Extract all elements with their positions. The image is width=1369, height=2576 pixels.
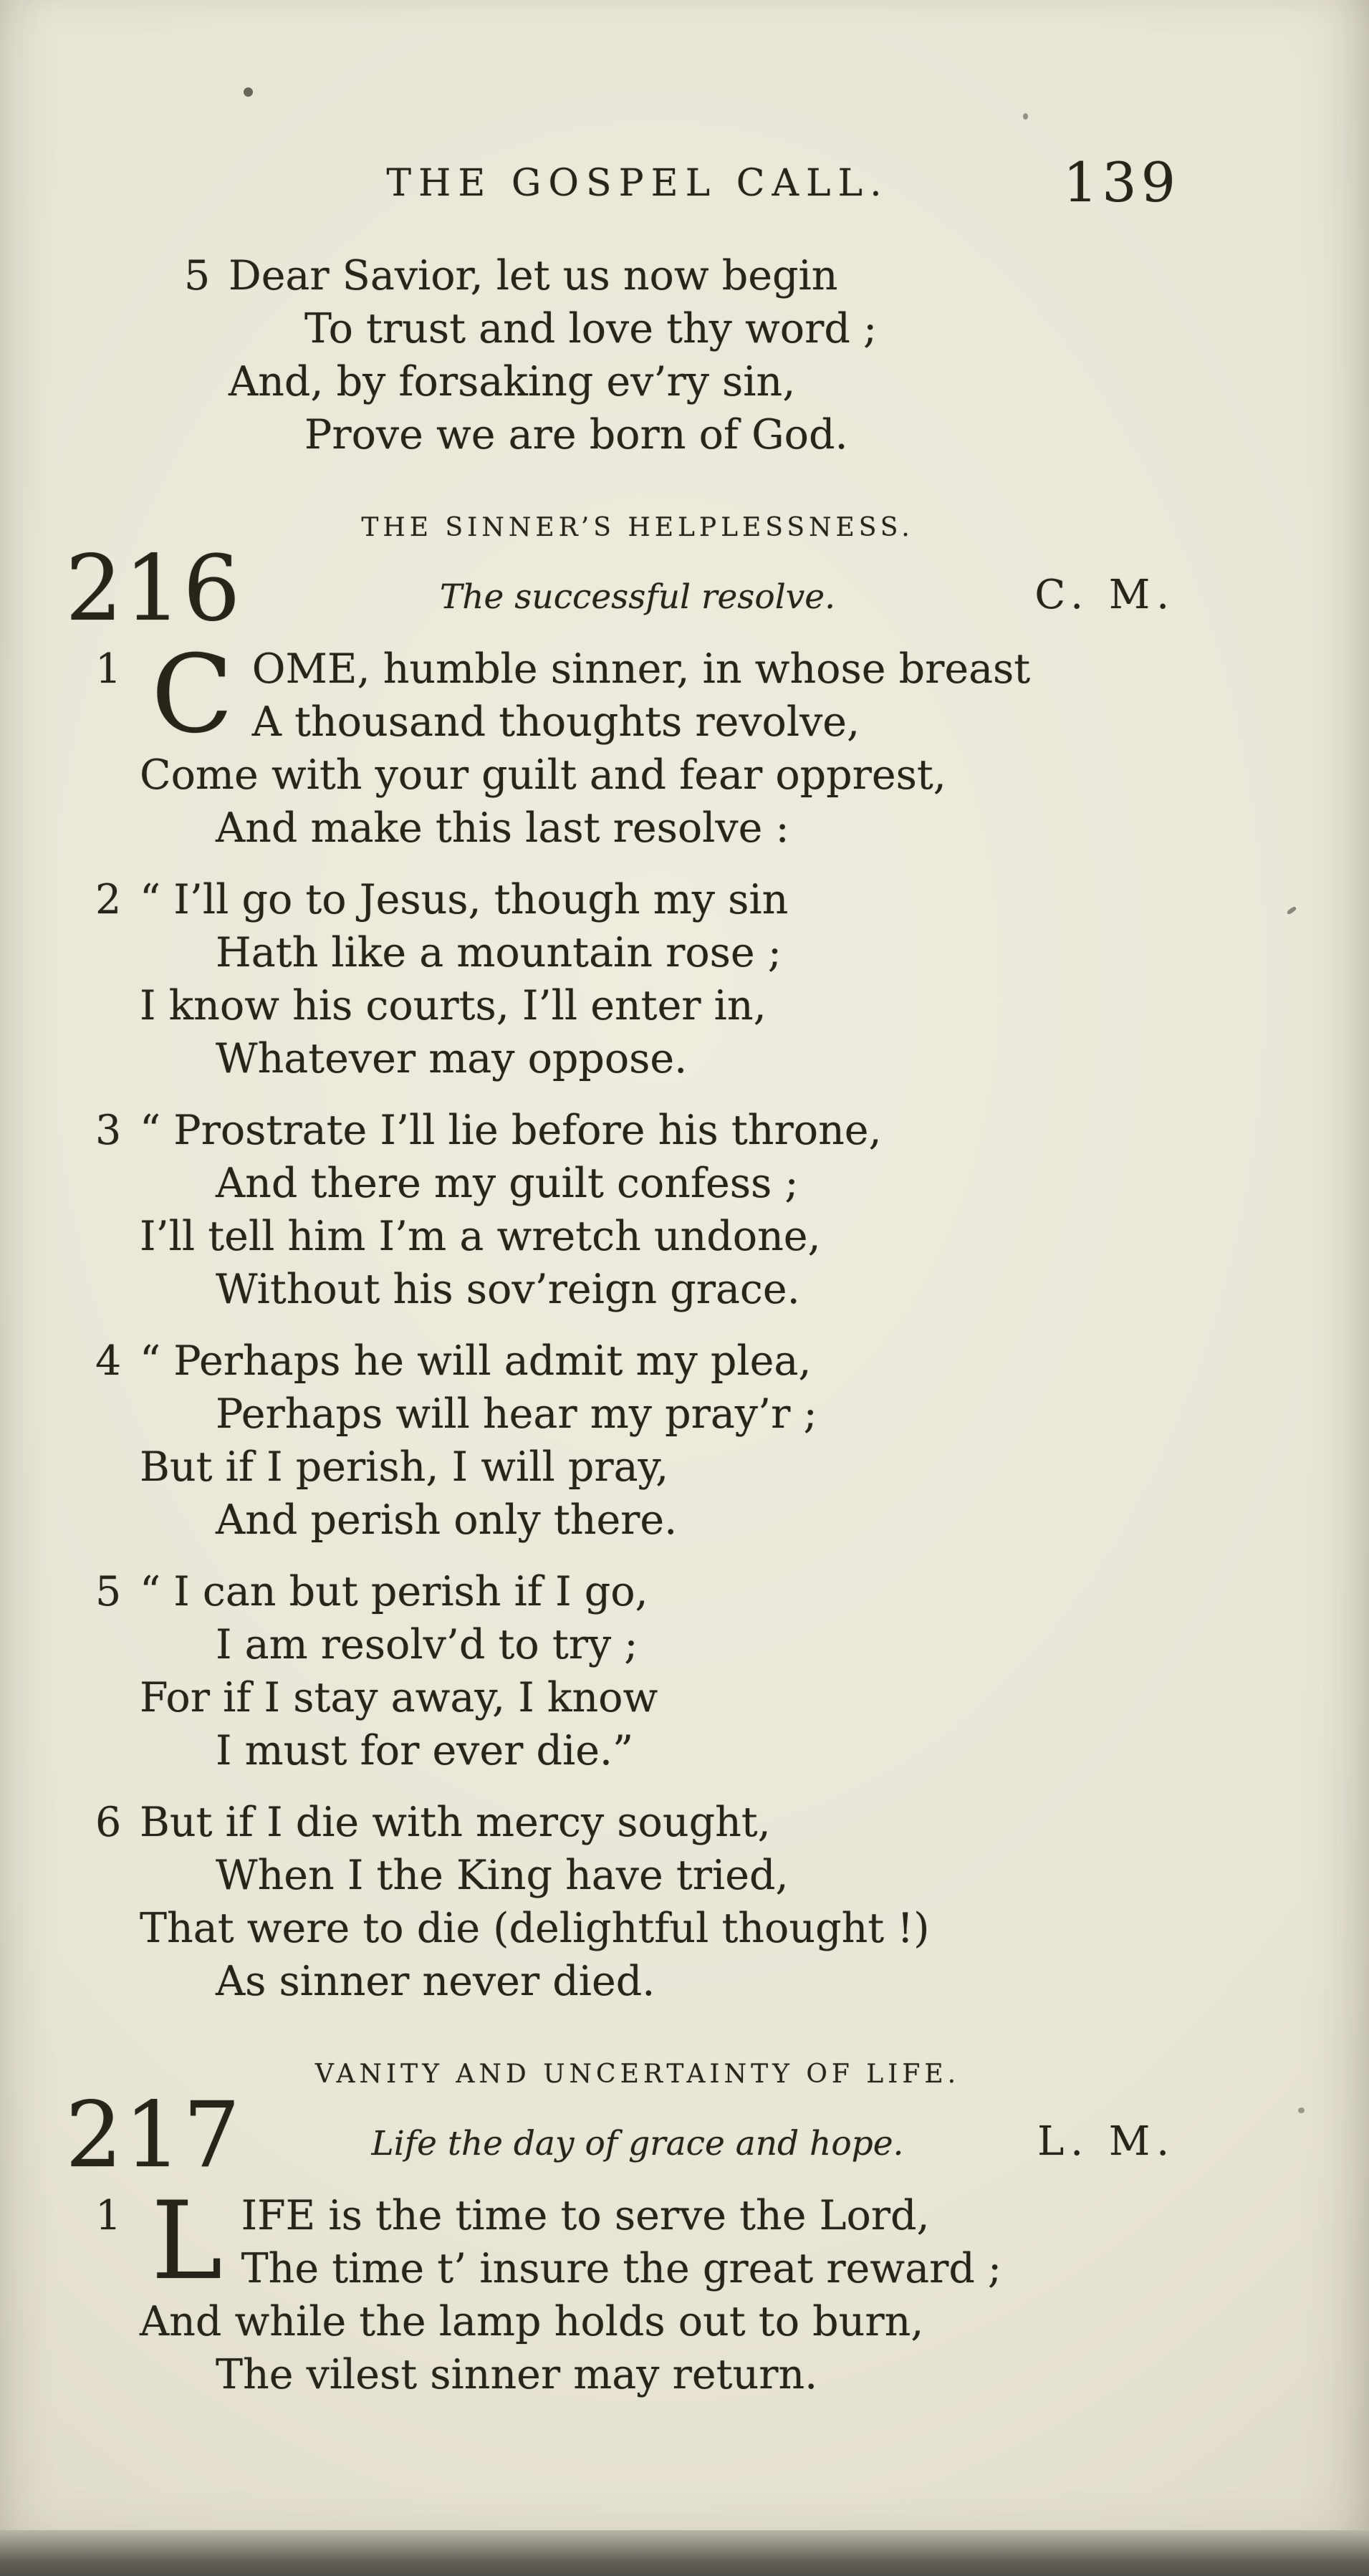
verse-line: “ Prostrate I’ll lie before his throne, bbox=[140, 1107, 882, 1154]
verse-line: The time t’ insure the great reward ; bbox=[241, 2245, 1002, 2292]
hymn-217 bbox=[65, 2060, 1180, 2401]
hymn-number: 216 bbox=[65, 536, 242, 641]
hymn-verse bbox=[184, 249, 1180, 461]
verse-body bbox=[140, 1796, 1180, 2008]
verse-body bbox=[140, 1104, 1180, 1316]
verse-line: Prove we are born of God. bbox=[304, 411, 848, 458]
verse-line: Come with your guilt and fear opprest, bbox=[140, 751, 946, 799]
hymn-verse bbox=[95, 1335, 1180, 1547]
scan-edge-bottom bbox=[0, 2530, 1369, 2576]
verse-number: 6 bbox=[95, 1799, 122, 1846]
verse-line: A thousand thoughts revolve, bbox=[251, 698, 860, 746]
verse-number: 2 bbox=[95, 876, 122, 923]
hymn-216 bbox=[65, 513, 1180, 2008]
verse-line: I know his courts, I’ll enter in, bbox=[140, 982, 767, 1029]
verse-line: And there my guilt confess ; bbox=[216, 1160, 799, 1207]
verse-line: I am resolv’d to try ; bbox=[216, 1621, 638, 1668]
section-heading: THE SINNER’S HELPLESSNESS. bbox=[361, 513, 914, 542]
verse-line: But if I die with mercy sought, bbox=[140, 1799, 771, 1846]
verse-line: And while the lamp holds out to burn, bbox=[140, 2298, 924, 2345]
verse-line: I’ll tell him I’m a wretch undone, bbox=[140, 1213, 821, 1260]
hymn-verse bbox=[95, 873, 1180, 1085]
hymn-meter: C. M. bbox=[1034, 572, 1176, 618]
verse-body bbox=[140, 2179, 1180, 2401]
verse-line: IFE is the time to serve the Lord, bbox=[241, 2192, 930, 2239]
verse-line: “ Perhaps he will admit my plea, bbox=[140, 1337, 812, 1385]
drop-cap-letter: L bbox=[151, 2179, 223, 2304]
hymn-continuation bbox=[95, 249, 1180, 461]
verse-line: As sinner never died. bbox=[216, 1958, 655, 2005]
verse-line: But if I perish, I will pray, bbox=[140, 1443, 669, 1491]
verse-line: And perish only there. bbox=[216, 1496, 678, 1544]
verse-line: And make this last resolve : bbox=[216, 804, 789, 852]
page-number: 139 bbox=[1062, 150, 1180, 214]
verse-body bbox=[140, 633, 1180, 855]
verse-line: Perhaps will hear my pray’r ; bbox=[216, 1390, 817, 1438]
verse-line: “ I’ll go to Jesus, though my sin bbox=[140, 876, 789, 923]
hymn-number: 217 bbox=[65, 2082, 242, 2188]
verse-body bbox=[140, 873, 1180, 1085]
verse-number: 4 bbox=[95, 1337, 122, 1385]
hymn-verse bbox=[95, 1565, 1180, 1777]
verse-line: The vilest sinner may return. bbox=[216, 2351, 818, 2398]
verse-line: Dear Savior, let us now begin bbox=[229, 252, 838, 299]
hymn-verses bbox=[95, 633, 1180, 2008]
verse-line: OME, humble sinner, in whose breast bbox=[251, 645, 1031, 693]
verse-number: 1 bbox=[95, 2192, 122, 2239]
ink-speck bbox=[1298, 2108, 1305, 2113]
verse-line: To trust and love thy word ; bbox=[304, 305, 878, 352]
hymn-title: Life the day of grace and hope. bbox=[371, 2124, 904, 2163]
verse-line: “ I can but perish if I go, bbox=[140, 1568, 648, 1615]
hymn-head bbox=[65, 536, 1180, 641]
page-content bbox=[65, 0, 1180, 2420]
verse-line: And, by forsaking ev’ry sin, bbox=[229, 358, 796, 405]
hymn-verse bbox=[95, 633, 1180, 855]
hymn-title: The successful resolve. bbox=[439, 577, 836, 617]
verse-line: For if I stay away, I know bbox=[140, 1674, 658, 1721]
verse-line: I must for ever die.” bbox=[216, 1727, 634, 1774]
verse-body bbox=[229, 249, 1180, 461]
verse-line: When I the King have tried, bbox=[216, 1852, 789, 1899]
hymn-verse bbox=[95, 1104, 1180, 1316]
running-header bbox=[95, 150, 1180, 214]
hymn-head bbox=[65, 2082, 1180, 2188]
hymn-meter: L. M. bbox=[1037, 2118, 1176, 2165]
verse-number: 5 bbox=[95, 1568, 122, 1615]
verse-line: That were to die (delightful thought !) bbox=[140, 1905, 930, 1952]
drop-cap-letter: C bbox=[151, 633, 234, 757]
verse-body bbox=[140, 1335, 1180, 1547]
verse-number: 3 bbox=[95, 1107, 122, 1154]
verse-line: Whatever may oppose. bbox=[216, 1035, 688, 1082]
verse-line: Without his sov’reign grace. bbox=[216, 1266, 800, 1313]
verse-line: Hath like a mountain rose ; bbox=[216, 929, 782, 976]
hymn-verses bbox=[95, 2179, 1180, 2401]
verse-number: 5 bbox=[184, 252, 211, 299]
hymn-verse bbox=[95, 2179, 1180, 2401]
verse-body bbox=[140, 1565, 1180, 1777]
running-head-title: THE GOSPEL CALL. bbox=[386, 162, 889, 205]
hymn-verse bbox=[95, 1796, 1180, 2008]
verse-number: 1 bbox=[95, 645, 122, 693]
section-heading: VANITY AND UNCERTAINTY OF LIFE. bbox=[314, 2060, 961, 2089]
